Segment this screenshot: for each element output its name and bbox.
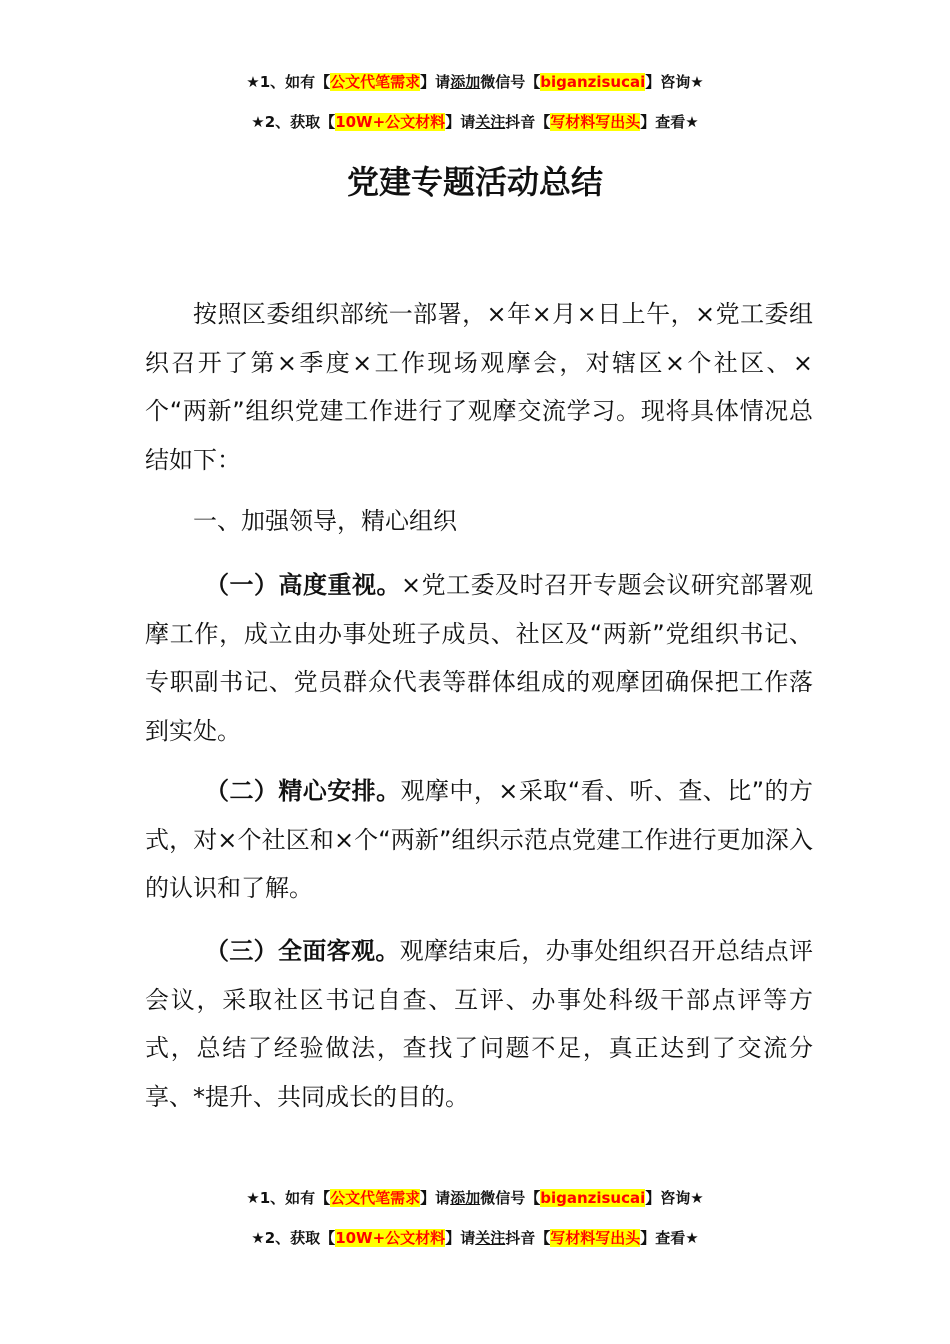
ad-highlight: 写材料写出头 [550,113,641,131]
ad-highlight: 写材料写出头 [550,1229,641,1247]
ad-underlined: 添加 [450,1189,481,1207]
paragraph-2-text: 观摩中，×采取“看、听、查、比”的方式，对×个社区和×个“两新”组织示范点党建工作进行更加深入的认识和了解。 [145,777,813,902]
ad-underlined: 关注 [475,113,506,131]
ad-prefix: ★1、如有【 [246,1189,331,1207]
ad-text: 抖音【 [505,113,551,131]
ad-highlight: 10W+公文材料 [335,113,446,131]
ad-suffix: 】查看★ [640,1229,699,1247]
header-ad-line-1 [0,71,950,93]
paragraph-1-text: ×党工委及时召开专题会议研究部署观摩工作，成立由办事处班子成员、社区及“两新”党组织书记、专职副书记、党员群众代表等群体组成的观摩团确保把工作落到实处。 [145,571,814,745]
paragraph-2-label: （二）精心安排。 [205,777,401,805]
ad-prefix: ★1、如有【 [246,73,331,91]
ad-suffix: 】查看★ [640,113,699,131]
ad-text: 微信号【 [480,1189,541,1207]
ad-text: 】请 [445,1229,476,1247]
intro-paragraph: 按照区委组织部统一部署，×年×月×日上午，×党工委组织召开了第×季度×工作现场观摩会，对辖区×个社区、×个“两新”组织党建工作进行了观摩交流学习。现将具体情况总结如下： [145,300,813,474]
ad-prefix: ★2、获取【 [251,1229,336,1247]
paragraph-1 [145,561,813,755]
ad-text: 抖音【 [505,1229,551,1247]
document-title: 党建专题活动总结 [346,163,603,201]
footer-ad-line-2 [0,1227,950,1249]
ad-highlight: 公文代笔需求 [330,1189,421,1207]
ad-text: 微信号【 [480,73,541,91]
section-heading: 一、加强领导，精心组织 [193,507,457,535]
ad-text: 】请 [420,1189,451,1207]
ad-text: 】请 [420,73,451,91]
ad-underlined: 添加 [450,73,481,91]
paragraph-1-label: （一）高度重视。 [205,571,401,599]
ad-suffix: 】咨询★ [645,73,704,91]
paragraph-3-label: （三）全面客观。 [205,937,400,965]
ad-suffix: 】咨询★ [645,1189,704,1207]
ad-text: 】请 [445,113,476,131]
ad-underlined: 关注 [475,1229,506,1247]
ad-highlight: biganzisucai [540,73,646,91]
paragraph-3 [145,927,813,1121]
paragraph-2 [145,767,813,913]
paragraph-3-text: 观摩结束后，办事处组织召开总结点评会议，采取社区书记自查、互评、办事处科级干部点评等方式，总结了经验做法，查找了问题不足，真正达到了交流分享、*提升、共同成长的目的。 [145,937,814,1111]
ad-highlight: biganzisucai [540,1189,646,1207]
ad-highlight: 10W+公文材料 [335,1229,446,1247]
footer-ad-line-1 [0,1187,950,1209]
header-ad-line-2 [0,111,950,133]
ad-highlight: 公文代笔需求 [330,73,421,91]
ad-prefix: ★2、获取【 [251,113,336,131]
